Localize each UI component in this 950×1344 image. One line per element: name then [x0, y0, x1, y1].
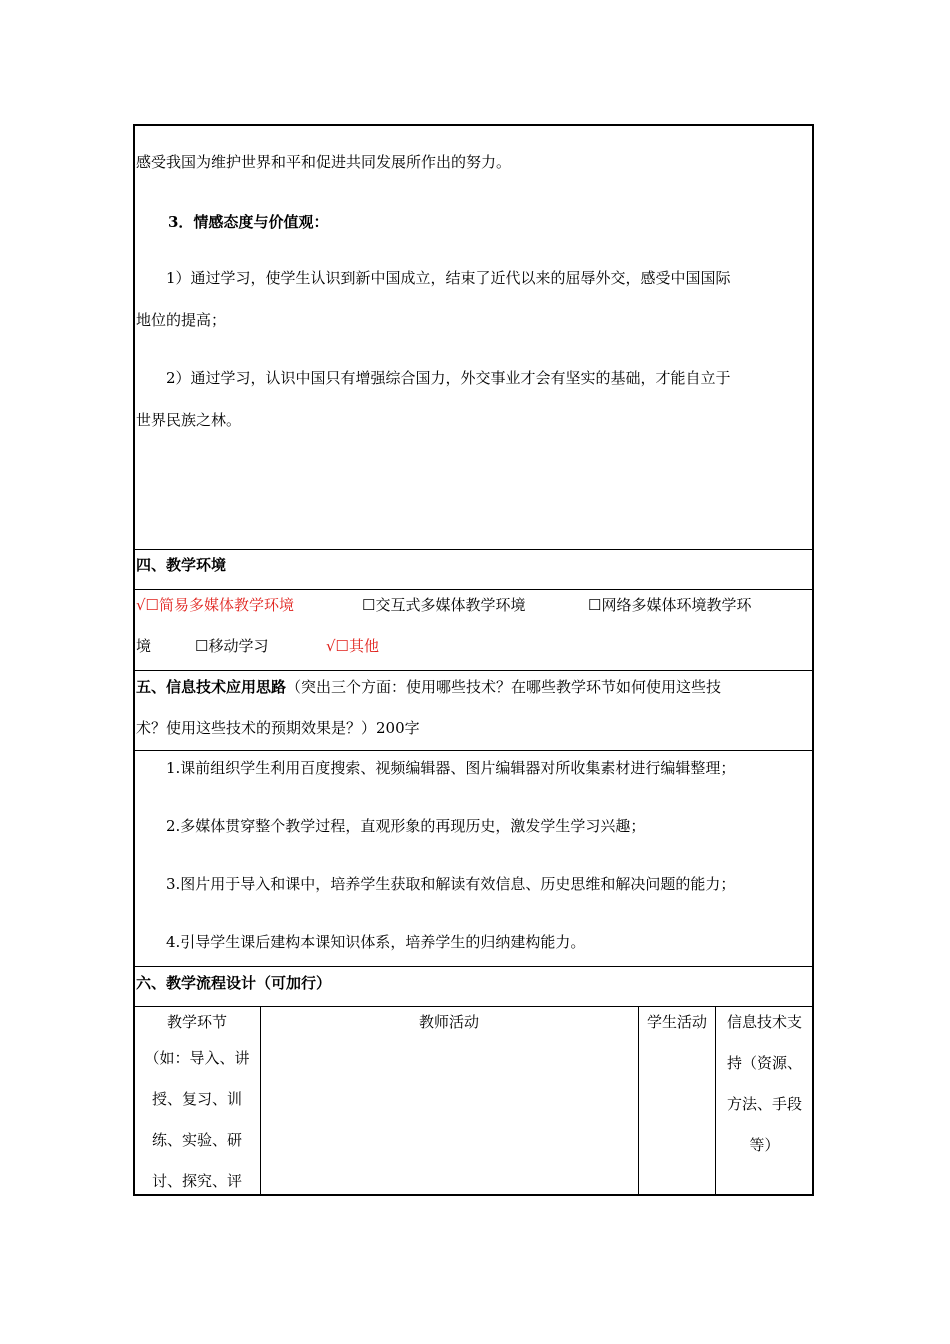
objective-item: 世界民族之林。	[136, 411, 242, 429]
objective-item: 地位的提高；	[136, 311, 227, 329]
objective-heading: 3．情感态度与价值观：	[168, 213, 329, 231]
it-application-title: 五、信息技术应用思路	[136, 678, 287, 696]
environment-option-simple-multimedia[interactable]: √☐简易多媒体教学环境	[136, 596, 295, 614]
it-application-item: 2.多媒体贯穿整个教学过程，直观形象的再现历史，激发学生学习兴趣；	[166, 817, 646, 835]
it-application-item: 4.引导学生课后建构本课知识体系，培养学生的归纳建构能力。	[166, 933, 586, 951]
environment-option-other[interactable]: √☐其他	[326, 637, 380, 655]
section-title-it-application	[136, 677, 721, 697]
environment-option-mobile[interactable]: ☐移动学习	[195, 637, 269, 655]
it-application-desc: （突出三个方面：使用哪些技术？在哪些教学环节如何使用这些技	[286, 678, 722, 696]
environment-option-network-multimedia-cont: 境	[136, 637, 152, 655]
it-application-desc: 术？使用这些技术的预期效果是？）200字	[136, 719, 420, 737]
it-application-item: 1.课前组织学生利用百度搜索、视频编辑器、图片编辑器对所收集素材进行编辑整理；	[166, 759, 736, 777]
flow-col-it-support-header: 等）	[749, 1136, 780, 1154]
row-divider	[133, 750, 814, 751]
flow-col-stage-header: 授、复习、训	[151, 1090, 242, 1108]
row-divider	[133, 670, 814, 671]
row-divider	[133, 966, 814, 967]
flow-col-student-header: 学生活动	[646, 1013, 707, 1031]
flow-col-stage-header: 练、实验、研	[151, 1131, 242, 1149]
objective-item: 2）通过学习，认识中国只有增强综合国力，外交事业才会有坚实的基础，才能自立于	[166, 369, 731, 387]
objective-text: 感受我国为维护世界和平和促进共同发展所作出的努力。	[136, 153, 512, 171]
section-title-environment: 四、教学环境	[136, 556, 227, 574]
row-divider	[133, 1006, 814, 1007]
flow-col-stage-header: （如：导入、讲	[144, 1049, 250, 1067]
flow-col-it-support-header: 信息技术支	[726, 1013, 802, 1031]
flow-col-stage-header: 教学环节	[166, 1013, 227, 1031]
flow-col-it-support-header: 方法、手段	[726, 1095, 802, 1113]
it-application-item: 3.图片用于导入和课中，培养学生获取和解读有效信息、历史思维和解决问题的能力；	[166, 875, 736, 893]
column-divider	[638, 1006, 639, 1196]
row-divider	[133, 589, 814, 590]
flow-col-teacher-header: 教师活动	[418, 1013, 479, 1031]
flow-col-it-support-header: 持（资源、	[726, 1054, 802, 1072]
section-title-flow-design: 六、教学流程设计（可加行）	[136, 974, 332, 992]
row-divider	[133, 549, 814, 550]
objective-item: 1）通过学习，使学生认识到新中国成立，结束了近代以来的屈辱外交，感受中国国际	[166, 269, 731, 287]
environment-option-network-multimedia[interactable]: ☐网络多媒体环境教学环	[588, 596, 752, 614]
column-divider	[260, 1006, 261, 1196]
column-divider	[715, 1006, 716, 1196]
environment-option-interactive-multimedia[interactable]: ☐交互式多媒体教学环境	[362, 596, 526, 614]
flow-col-stage-header: 讨、探究、评	[151, 1172, 242, 1190]
